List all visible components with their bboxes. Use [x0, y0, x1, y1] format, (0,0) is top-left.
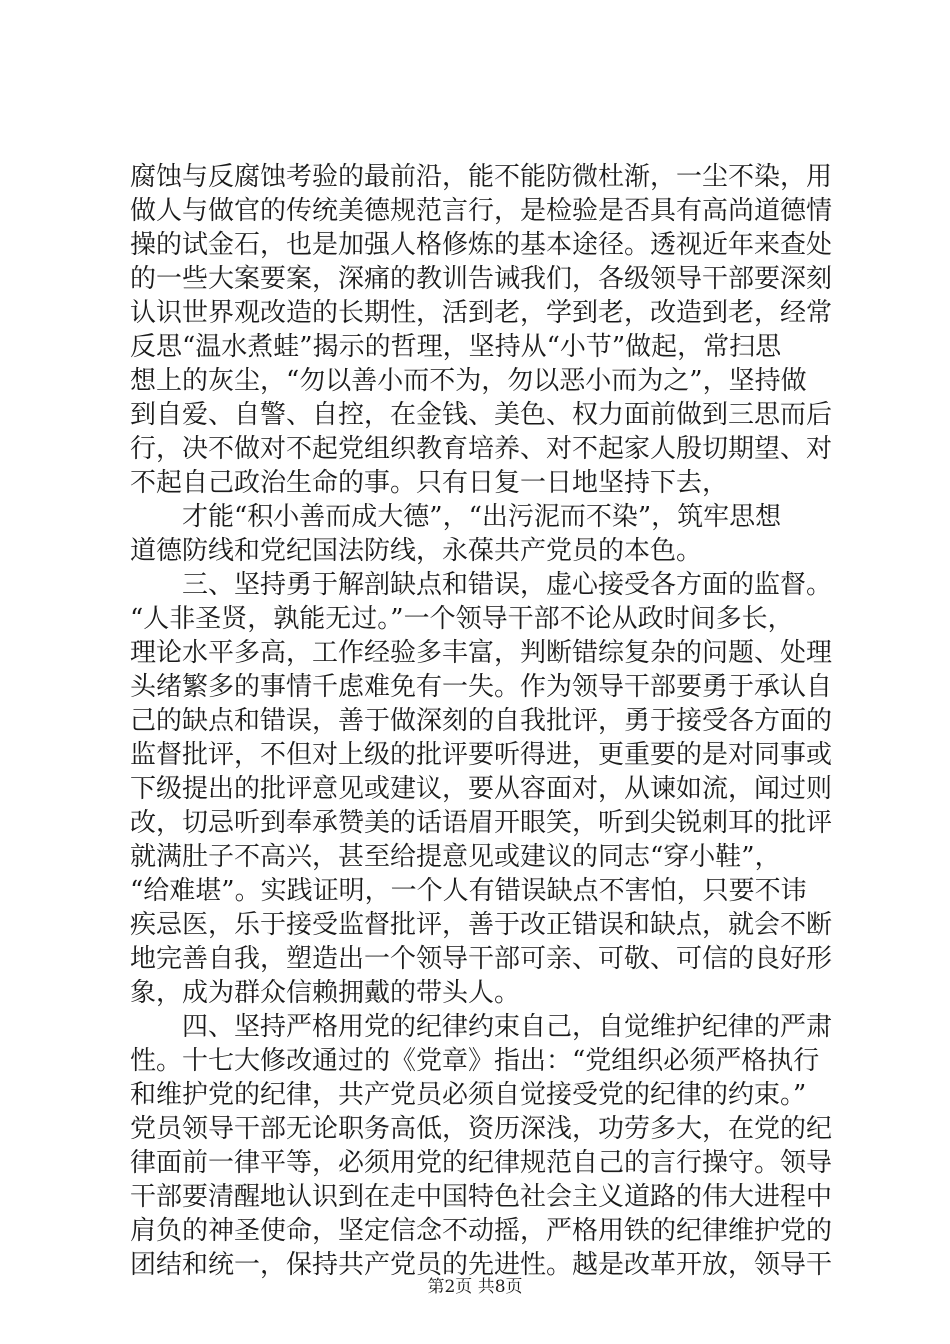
text-line: 才能“积小善而成大德”，“出污泥而不染”，筑牢思想 — [182, 502, 782, 532]
text-line: 党员领导干部无论职务高低，资历深浅，功劳多大，在党的纪 — [130, 1114, 833, 1144]
text-line: 己的缺点和错误，善于做深刻的自我批评，勇于接受各方面的 — [130, 706, 833, 736]
text-line: 到自爱、自警、自控，在金钱、美色、权力面前做到三思而后 — [130, 400, 833, 430]
text-line: 疾忌医，乐于接受监督批评，善于改正错误和缺点，就会不断 — [130, 910, 833, 940]
text-line: 地完善自我，塑造出一个领导干部可亲、可敬、可信的良好形 — [130, 944, 833, 974]
text-line: 干部要清醒地认识到在走中国特色社会主义道路的伟大进程中 — [130, 1182, 833, 1212]
text-line: 性。十七大修改通过的《党章》指出：“党组织必须严格执行 — [130, 1046, 820, 1076]
page-footer: 第2页 共8页 — [427, 1277, 523, 1297]
text-line: 律面前一律平等，必须用党的纪律规范自己的言行操守。领导 — [130, 1148, 833, 1178]
text-line: 不起自己政治生命的事。只有日复一日地坚持下去， — [130, 468, 729, 498]
text-line: 腐蚀与反腐蚀考验的最前沿，能不能防微杜渐，一尘不染，用 — [130, 162, 833, 192]
document-body — [130, 160, 840, 1282]
text-line: “人非圣贤，孰能无过。”一个领导干部不论从政时间多长， — [130, 604, 794, 634]
text-line: 认识世界观改造的长期性，活到老，学到老，改造到老，经常 — [130, 298, 833, 328]
text-line: 下级提出的批评意见或建议，要从容面对，从谏如流，闻过则 — [130, 774, 833, 804]
text-line: 三、坚持勇于解剖缺点和错误，虚心接受各方面的监督。 — [182, 570, 833, 600]
text-line: 的一些大案要案，深痛的教训告诫我们，各级领导干部要深刻 — [130, 264, 833, 294]
text-line: 操的试金石，也是加强人格修炼的基本途径。透视近年来查处 — [130, 230, 833, 260]
text-line: 监督批评，不但对上级的批评要听得进，更重要的是对同事或 — [130, 740, 833, 770]
text-line: 团结和统一，保持共产党员的先进性。越是改革开放，领导干 — [130, 1250, 833, 1280]
text-line: 行，决不做对不起党组织教育培养、对不起家人殷切期望、对 — [130, 434, 833, 464]
text-line: 象，成为群众信赖拥戴的带头人。 — [130, 978, 521, 1008]
text-line: 肩负的神圣使命，坚定信念不动摇，严格用铁的纪律维护党的 — [130, 1216, 833, 1246]
text-line: 和维护党的纪律，共产党员必须自觉接受党的纪律的约束。” — [130, 1080, 807, 1110]
text-line: 改，切忌听到奉承赞美的话语眉开眼笑，听到尖锐刺耳的批评 — [130, 808, 833, 838]
text-line: 道德防线和党纪国法防线，永葆共产党员的本色。 — [130, 536, 703, 566]
text-line: 反思“温水煮蛙”揭示的哲理，坚持从“小节”做起，常扫思 — [130, 332, 782, 362]
text-line: “给难堪”。实践证明，一个人有错误缺点不害怕，只要不讳 — [130, 876, 807, 906]
text-line: 就满肚子不高兴，甚至给提意见或建议的同志“穿小鞋”， — [130, 842, 781, 872]
text-line: 做人与做官的传统美德规范言行，是检验是否具有高尚道德情 — [130, 196, 833, 226]
text-line: 理论水平多高，工作经验多丰富，判断错综复杂的问题、处理 — [130, 638, 833, 668]
text-line: 四、坚持严格用党的纪律约束自己，自觉维护纪律的严肃 — [182, 1012, 833, 1042]
text-line: 想上的灰尘，“勿以善小而不为，勿以恶小而为之”，坚持做 — [130, 366, 807, 396]
text-line: 头绪繁多的事情千虑难免有一失。作为领导干部要勇于承认自 — [130, 672, 833, 702]
